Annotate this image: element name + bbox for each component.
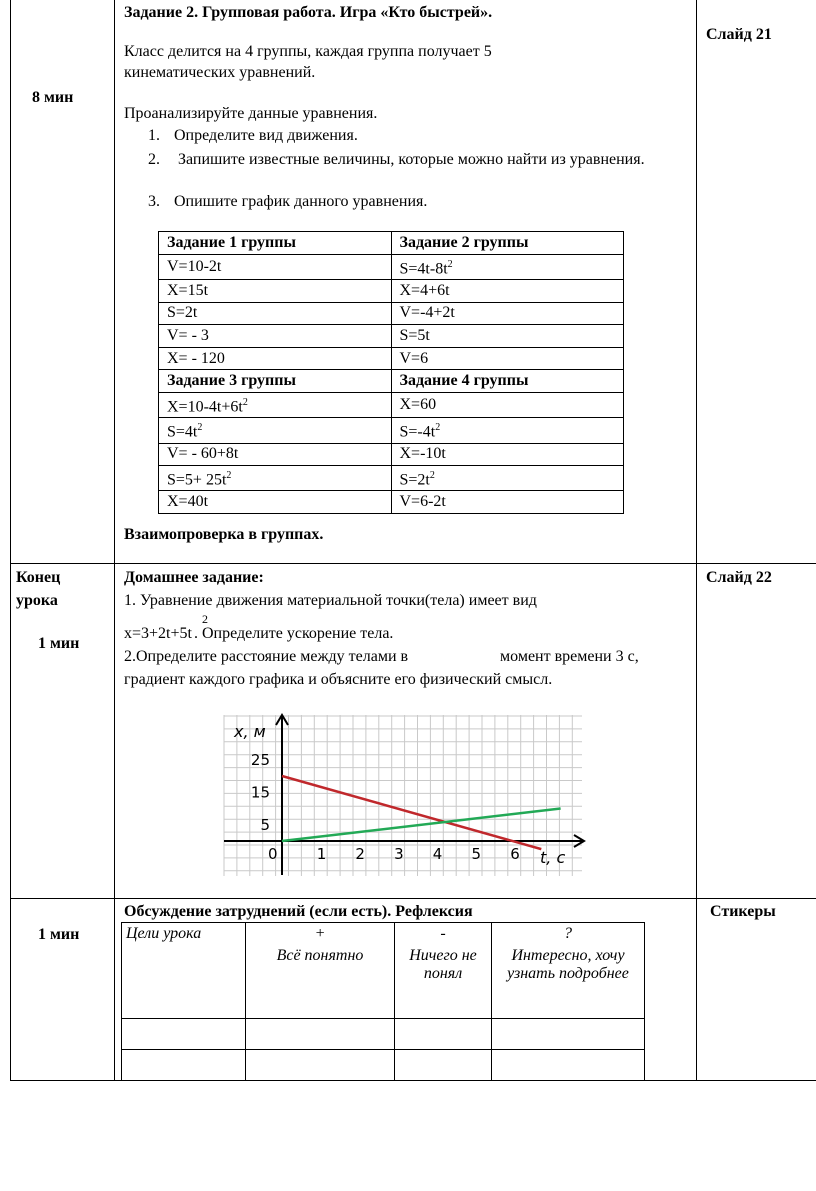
table-cell: V=6-2t [391,491,624,514]
row2-label-1: Конец [16,569,61,586]
y-tick-label: 15 [250,783,270,802]
task-header-2: Задание 2 группы [391,232,624,255]
x-tick-label: 4 [432,845,443,863]
table-cell: $S=4t-8t^2$ [391,254,624,279]
hw-title: Домашнее задание: [124,569,264,586]
row1-title: Задание 2. Групповая работа. Игра «Кто быстрей». [124,4,493,21]
goals-header: Цели урока [122,923,246,1019]
hw-1: 1. Уравнение движения материальной точки(тела) имеет вид [124,592,537,609]
y-tick-label: 25 [250,750,270,769]
chart-series [282,776,561,849]
table-cell: V=-4+2t [391,302,624,325]
table-cell: $S=-4t^2$ [391,418,624,443]
table-cell[interactable] [246,1050,395,1081]
grid-col1 [114,0,115,1081]
motion-chart [220,713,590,878]
chart-axes [224,715,584,875]
table-cell[interactable] [492,1019,645,1050]
grid-left [10,0,11,1081]
table-cell[interactable] [395,1019,492,1050]
table-cell: X=4+6t [391,279,624,302]
row2-slide: Слайд 22 [706,569,772,586]
hw-1-eq: x=3+2t+5t . Определите ускорение тела. [124,625,394,642]
series-line-1 [282,776,541,849]
x-axis-label: t, с [540,848,566,867]
row3-slide: Стикеры [710,903,776,920]
tasks-table [158,231,624,514]
row3-title: Обсуждение затруднений (если есть). Рефлексия [124,903,473,920]
table-cell: X=60 [391,392,624,417]
row1-time: 8 мин [32,89,74,106]
hw-2c: градиент каждого графика и объясните его физический смысл. [124,671,553,688]
table-cell[interactable] [395,1050,492,1081]
row1-intro: Класс делится на 4 группы, каждая группа получает 5 кинематических уравнений. [124,43,492,81]
table-cell: $S=2t^2$ [391,466,624,491]
task-header-3: Задание 3 группы [159,370,392,393]
task-header-1: Задание 1 группы [159,232,392,255]
row3-time: 1 мин [38,926,80,943]
x-tick-label: 1 [316,845,327,863]
x-tick-label: 5 [471,845,482,863]
table-cell: V=6 [391,347,624,370]
series-line-2 [282,809,561,842]
table-cell: S=5t [391,325,624,348]
step-3: 3. Опишите график данного уравнения. [148,193,428,210]
table-cell: X=40t [159,491,392,514]
table-cell: V= - 60+8t [159,443,392,466]
table-cell: V= - 3 [159,325,392,348]
x-tick-label: 0 [268,845,278,863]
table-cell: $S=4t^2$ [159,418,392,443]
step-1: 1. Определите вид движения. [148,127,358,144]
hw-2a: 2.Определите расстояние между телами в [124,648,409,665]
table-cell: $S=5+ 25t^2$ [159,466,392,491]
understood-header: + Всё понятно [246,923,395,1019]
row1-analyze: Проанализируйте данные уравнения. [124,105,378,122]
y-tick-label: 5 [260,815,270,834]
grid-row1 [10,563,816,564]
y-axis-label: x, м [234,722,266,741]
grid-col2 [696,0,697,1081]
reflection-table [121,922,645,1081]
step-2: 2. Запишите известные величины, которые можно найти из уравнения. [148,151,645,168]
x-tick-label: 6 [510,845,520,863]
row1-slide: Слайд 21 [706,26,772,43]
hw-1-sup: 2 [202,612,208,626]
x-tick-label: 3 [394,845,404,863]
row2-time: 1 мин [38,635,80,652]
interested-header: ? Интересно, хочу узнать подробнее [492,923,645,1019]
hw-2b: момент времени 3 с, [500,648,639,665]
table-cell: V=10-2t [159,254,392,279]
not-understood-header: - Ничего не понял [395,923,492,1019]
table-cell[interactable] [122,1050,246,1081]
grid-row2 [10,898,816,899]
row1-check: Взаимопроверка в группах. [124,526,324,543]
table-cell[interactable] [246,1019,395,1050]
table-cell: $X=10-4t+6t^2$ [159,392,392,417]
table-cell[interactable] [492,1050,645,1081]
table-cell: S=2t [159,302,392,325]
row2-label-2: урока [16,592,58,609]
task-header-4: Задание 4 группы [391,370,624,393]
table-cell: X= - 120 [159,347,392,370]
table-cell: X=15t [159,279,392,302]
x-tick-label: 2 [355,845,365,863]
table-cell: X=-10t [391,443,624,466]
table-cell[interactable] [122,1019,246,1050]
